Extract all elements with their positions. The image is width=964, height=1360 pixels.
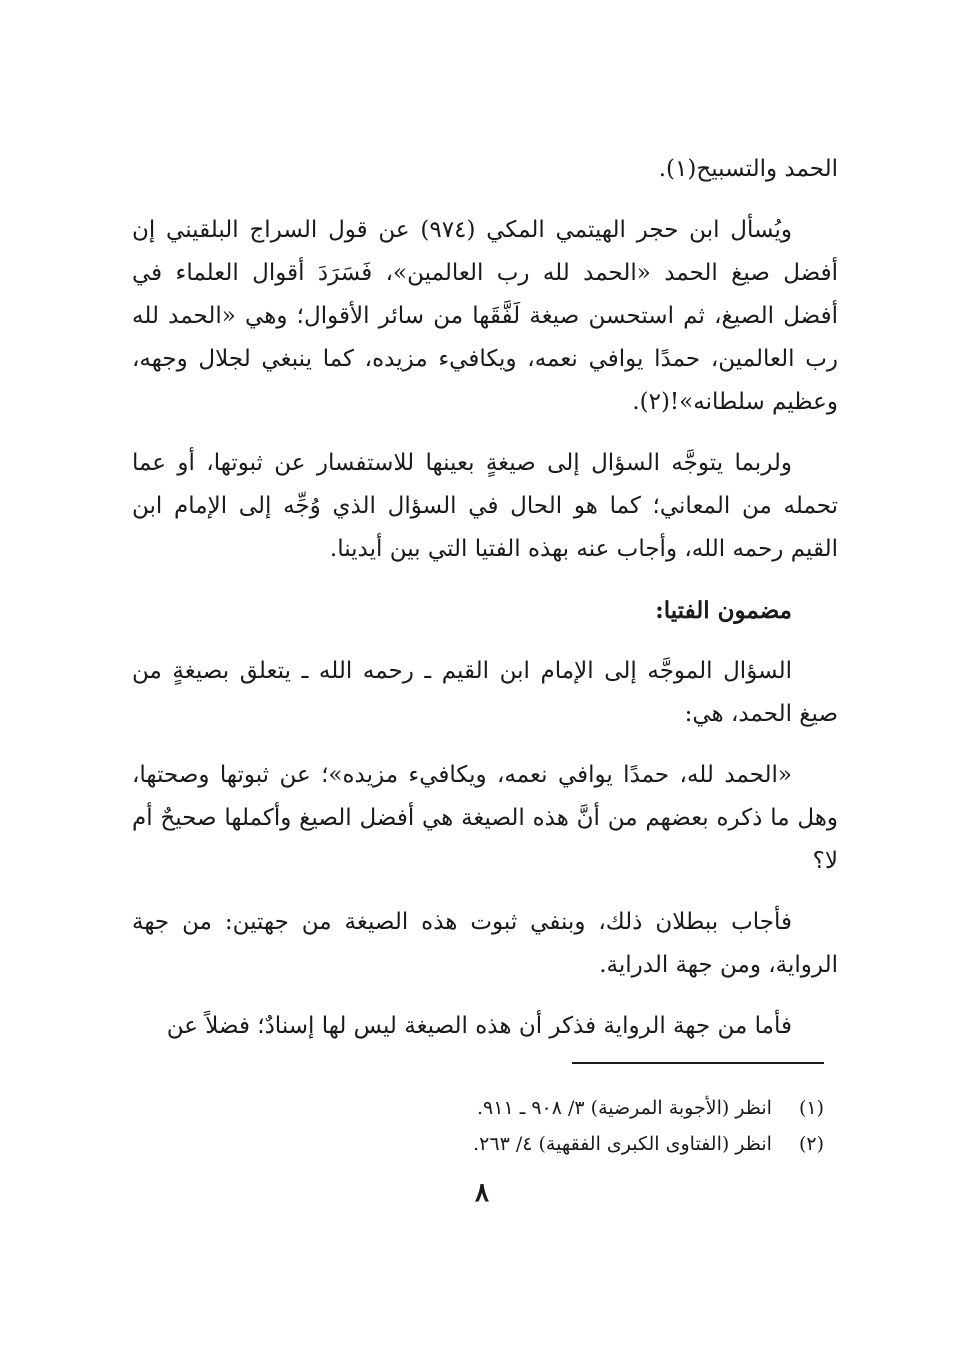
footnote-number: (١) [798, 1097, 824, 1119]
footnotes [132, 1090, 838, 1162]
paragraph-answer: فأجاب ببطلان ذلك، وبنفي ثبوت هذه الصيغة من جهتين: من جهة الرواية، ومن جهة الدراية. [132, 909, 838, 978]
paragraph-ibn-hajar: ويُسأل ابن حجر الهيتمي المكي (٩٧٤) عن قول السراج البلقيني إن أفضل صيغ الحمد «الحمد لله رب العالمين»، فَسَرَدَ أقوال العلماء في أفضل الصيغ، ثم استحسن صيغة لَفَّقَها من سائر الأقوال؛ وهي «الحمد لله رب العالمين، حمدًا يوافي نعمه، ويكافيء مزيده، كما ينبغي لجلال وجهه، وعظيم سلطانه»!(٢). [132, 217, 838, 415]
footnote-divider [572, 1062, 824, 1064]
footnote-text: انظر (الأجوبة المرضية) ٣/ ٩٠٨ ـ ٩١١. [477, 1097, 772, 1119]
page-number: ٨ [475, 1178, 489, 1208]
footnote-2 [132, 1126, 838, 1162]
footnote-1 [132, 1090, 838, 1126]
footnote-number: (٢) [798, 1133, 824, 1155]
paragraph-question-intro: ولربما يتوجَّه السؤال إلى صيغةٍ بعينها للاستفسار عن ثبوتها، أو عما تحمله من المعاني؛ كما هو الحال في السؤال الذي وُجِّه إلى الإمام ابن القيم رحمه الله، وأجاب عنه بهذه الفتيا التي بين أيدينا. [132, 450, 838, 562]
paragraph-continuation: الحمد والتسبيح(١). [658, 156, 838, 182]
paragraph-formula: «الحمد لله، حمدًا يوافي نعمه، ويكافيء مزيده»؛ عن ثبوتها وصحتها، وهل ما ذكره بعضهم من أنَّ هذه الصيغة هي أفضل الصيغ وأكملها صحيحٌ أم لا؟ [132, 762, 838, 874]
section-heading: مضمون الفتيا: [655, 597, 792, 624]
paragraph-question: السؤال الموجَّه إلى الإمام ابن القيم ـ رحمه الله ـ يتعلق بصيغةٍ من صيغ الحمد، هي: [132, 658, 838, 727]
page-body [132, 148, 838, 1066]
footnote-text: انظر (الفتاوى الكبرى الفقهية) ٤/ ٢٦٣. [473, 1133, 772, 1155]
paragraph-riwaya: فأما من جهة الرواية فذكر أن هذه الصيغة ليس لها إسنادٌ؛ فضلاً عن [166, 1013, 792, 1039]
